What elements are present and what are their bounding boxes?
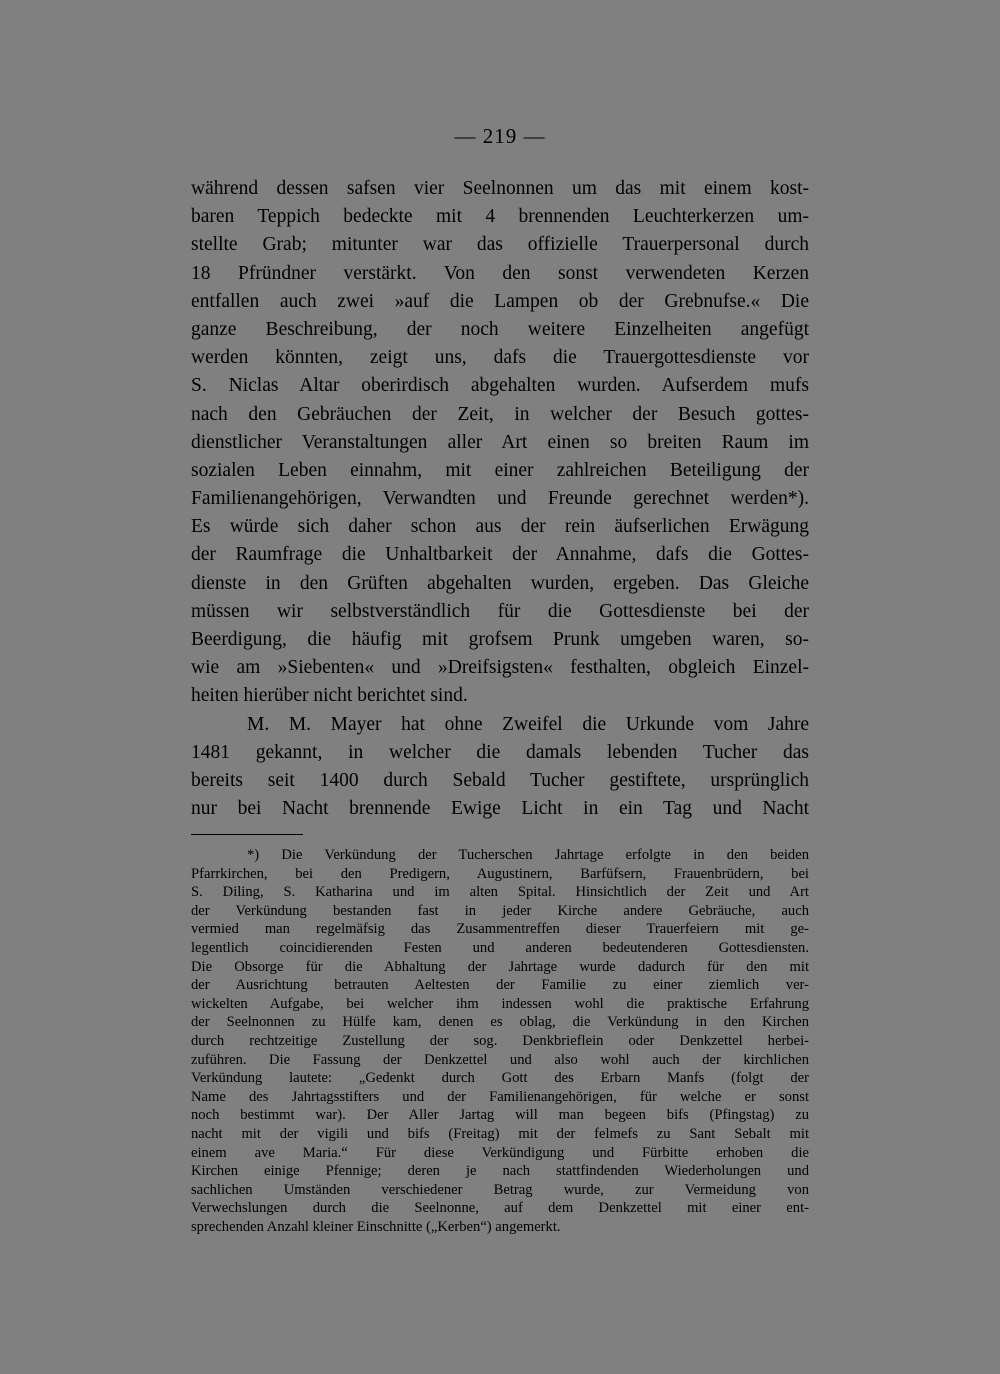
text-line: Familienangehörigen, Verwandten und Freunde gerechnet werden*). [191, 488, 809, 510]
page-number: — 219 — [454, 124, 546, 148]
text-line: nach den Gebräuchen der Zeit, in welcher der Besuch gottes- [191, 403, 809, 425]
footnote-line: durch rechtzeitige Zustellung der sog. Denkbrieflein oder Denkzettel herbei- [191, 1032, 809, 1049]
text-line: heiten hierüber nicht berichtet sind. [191, 685, 468, 707]
text-line: dienstlicher Veranstaltungen aller Art einen so breiten Raum im [191, 431, 809, 453]
text-line: dienste in den Grüften abgehalten wurden, ergeben. Das Gleiche [191, 572, 809, 594]
footnote-line: zuführen. Die Fassung der Denkzettel und also wohl auch der kirchlichen [191, 1051, 809, 1068]
text-line: entfallen auch zwei »auf die Lampen ob der Grebnufse.« Die [191, 290, 809, 312]
text-line: 1481 gekannt, in welcher die damals lebenden Tucher das [191, 741, 809, 763]
footnote-line: Kirchen einige Pfennige; deren je nach stattfindenden Wiederholungen und [191, 1163, 809, 1180]
text-line: baren Teppich bedeckte mit 4 brennenden Leuchterkerzen um- [191, 206, 809, 228]
footnote-line: Verkündung lautete: „Gedenkt durch Gott des Erbarn Manfs (folgt der [191, 1070, 809, 1087]
footnote-line: S. Diling, S. Katharina und im alten Spital. Hinsichtlich der Zeit und Art [191, 884, 809, 901]
footnote-line: sachlichen Umständen verschiedener Betrag wurde, zur Vermeidung von [191, 1181, 809, 1198]
text-line: während dessen safsen vier Seelnonnen um das mit einem kost- [191, 178, 809, 199]
footnote-line: sprechenden Anzahl kleiner Einschnitte („Kerben“) angemerkt. [191, 1218, 561, 1235]
text-line: 18 Pfründner verstärkt. Von den sonst verwendeten Kerzen [191, 262, 809, 284]
footnote-line: legentlich coincidierenden Festen und anderen bedeutenderen Gottesdiensten. [191, 939, 809, 956]
footnote-line: der Seelnonnen zu Hülfe kam, denen es oblag, die Verkündung in den Kirchen [191, 1014, 809, 1031]
footnote-rule [191, 834, 303, 835]
footnote-line: einem ave Maria.“ Für diese Verkündigung und Fürbitte erhoben die [191, 1144, 809, 1161]
footnote-line: noch bestimmt war). Der Aller Jartag will man begeen bifs (Pfingstag) zu [191, 1107, 809, 1124]
footnote-line: Verwechslungen durch die Seelnonne, auf dem Denkzettel mit einer ent- [191, 1200, 809, 1217]
text-line: wie am »Siebenten« und »Dreifsigsten« festhalten, obgleich Einzel- [191, 657, 809, 679]
text-line: werden könnten, zeigt uns, dafs die Trauergottesdienste vor [191, 347, 809, 369]
text-line: sozialen Leben einnahm, mit einer zahlreichen Beteiligung der [191, 459, 809, 481]
text-line: M. M. Mayer hat ohne Zweifel die Urkunde vom Jahre [247, 713, 809, 735]
text-line: ganze Beschreibung, der noch weitere Einzelheiten angefügt [191, 318, 809, 340]
footnote-line: Pfarrkirchen, bei den Predigern, Augustinern, Barfüfsern, Frauenbrüdern, bei [191, 865, 809, 882]
footnote-line: wickelten Aufgabe, bei welcher ihm indessen wohl die praktische Erfahrung [191, 995, 809, 1012]
text-line: Es würde sich daher schon aus der rein äufserlichen Erwägung [191, 516, 809, 538]
footnote-line: nacht mit der vigili und bifs (Freitag) mit der felmefs zu Sant Sebalt mit [191, 1125, 809, 1142]
text-line: S. Niclas Altar oberirdisch abgehalten wurden. Aufserdem mufs [191, 375, 809, 397]
footnote-line: *) Die Verkündung der Tucherschen Jahrtage erfolgte in den beiden [247, 847, 809, 863]
text-line: müssen wir selbstverständlich für die Gottesdienste bei der [191, 600, 809, 622]
text-line: stellte Grab; mitunter war das offizielle Trauerpersonal durch [191, 234, 809, 256]
text-line: nur bei Nacht brennende Ewige Licht in ein Tag und Nacht [191, 798, 809, 820]
main-text [191, 175, 809, 823]
footnote-line: Die Obsorge für die Abhaltung der Jahrtage wurde dadurch für den mit [191, 958, 809, 975]
footnote-line: der Verkündung bestanden fast in jeder Kirche andere Gebräuche, auch [191, 902, 809, 919]
footnote-line: Name des Jahrtagsstifters und der Familienangehörigen, für welche er sonst [191, 1088, 809, 1105]
text-line: bereits seit 1400 durch Sebald Tucher gestiftete, ursprünglich [191, 769, 809, 791]
footnote [191, 846, 809, 1236]
footnote-line: vermied man regelmäfsig das Zusammentreffen dieser Trauerfeiern mit ge- [191, 921, 809, 938]
text-line: der Raumfrage die Unhaltbarkeit der Annahme, dafs die Gottes- [191, 544, 809, 566]
footnote-line: der Ausrichtung betrauten Aeltesten der Familie zu einer ziemlich ver- [191, 977, 809, 994]
text-line: Beerdigung, die häufig mit grofsem Prunk umgeben waren, so- [191, 629, 809, 650]
